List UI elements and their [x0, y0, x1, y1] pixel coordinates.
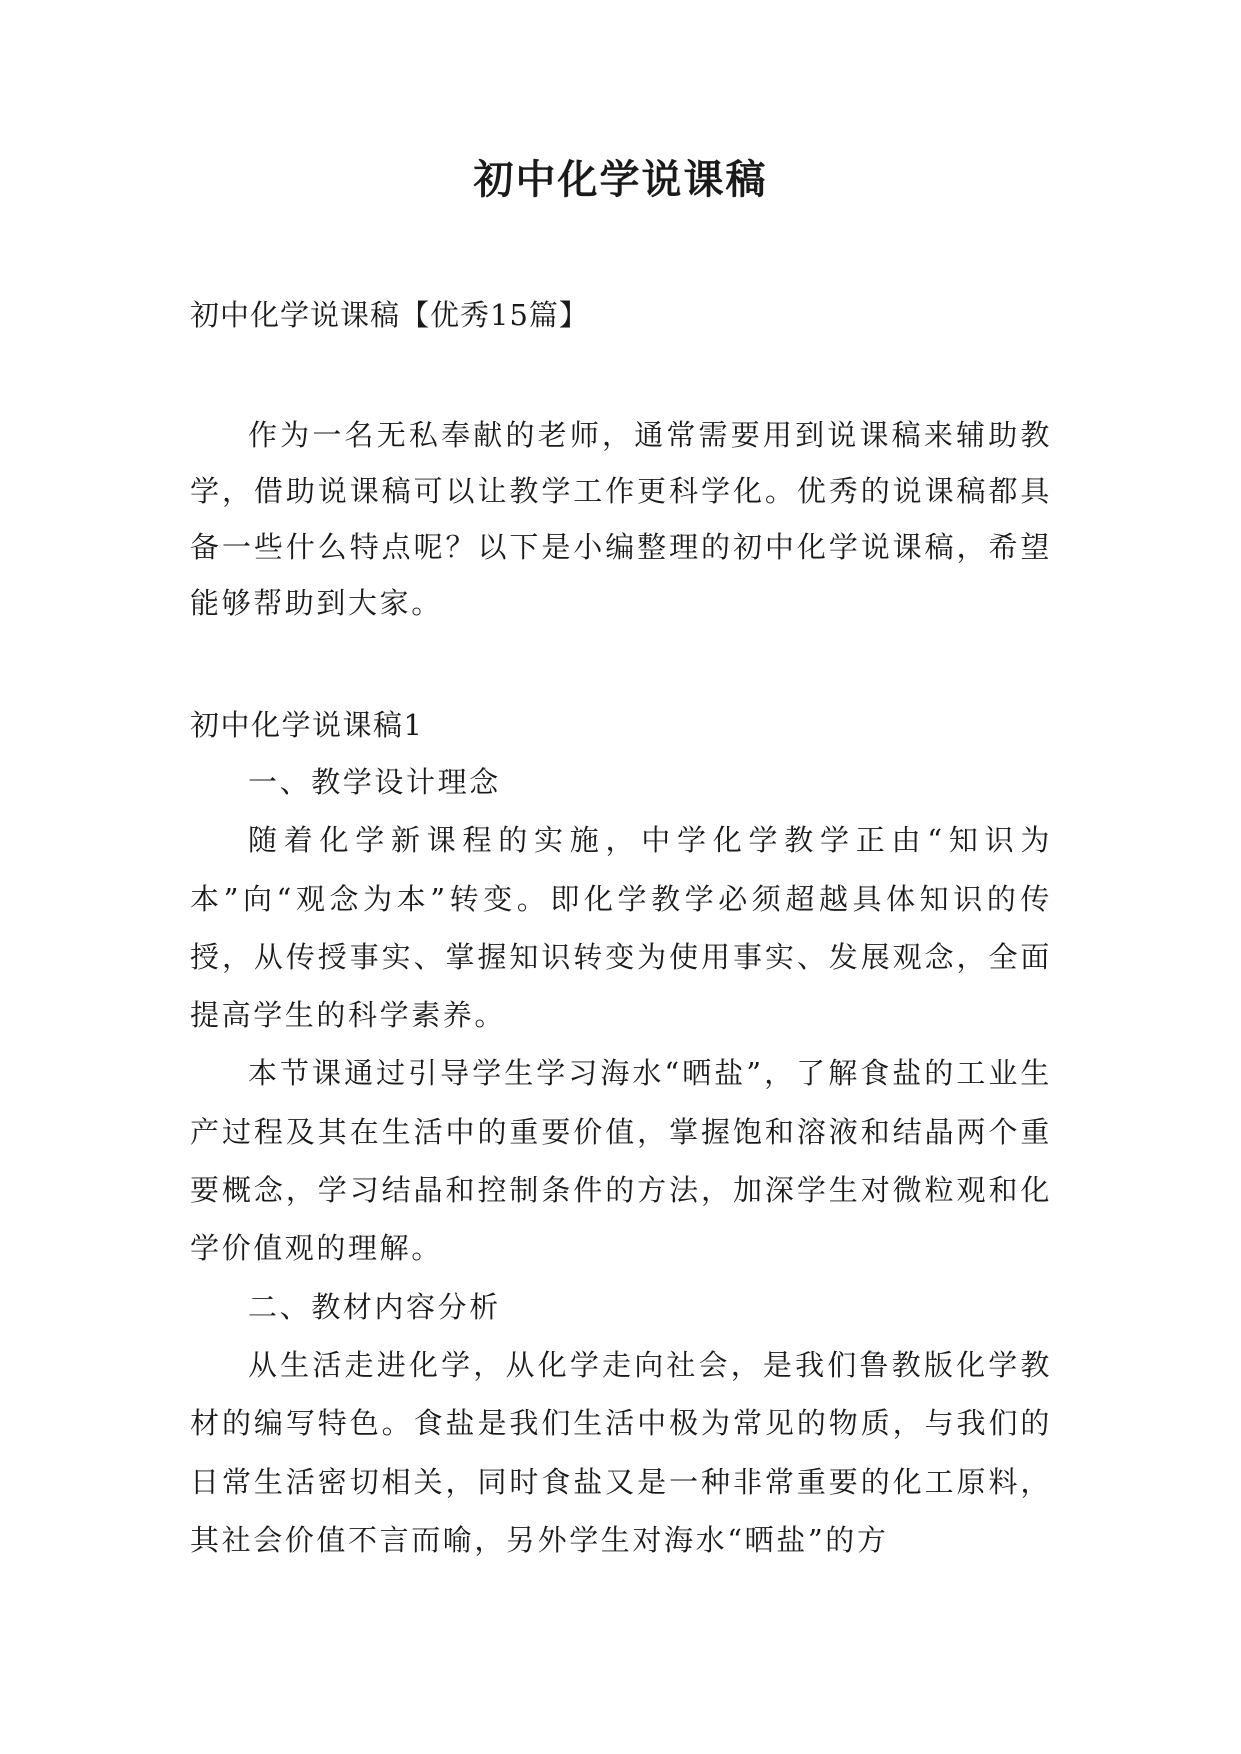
- subheading-design-concept: 一、教学设计理念: [248, 765, 501, 799]
- body-paragraph: 本节课通过引导学生学习海水“晒盐”，了解食盐的工业生产过程及其在生活中的重要价值，掌握饱和溶液和结晶两个重要概念，学习结晶和控制条件的方法，加深学生对微粒观和化学价值观的理解。: [190, 1056, 1052, 1266]
- subheading-content-analysis: 二、教材内容分析: [248, 1289, 501, 1324]
- body-paragraph: 从生活走进化学，从化学走向社会，是我们鲁教版化学教材的编写特色。食盐是我们生活中极为常见的物质，与我们的日常生活密切相关，同时食盐又是一种非常重要的化工原料，其社会价值不言而喻，另外学生对海水“晒盐”的方: [190, 1347, 1052, 1557]
- document-title: 初中化学说课稿: [473, 156, 768, 203]
- intro-paragraph: 作为一名无私奉献的老师，通常需要用到说课稿来辅助教学，借助说课稿可以让教学工作更科学化。优秀的说课稿都具备一些什么特点呢？以下是小编整理的初中化学说课稿，希望能够帮助到大家。: [190, 418, 1052, 620]
- body-paragraph: 随着化学新课程的实施，中学化学教学正由“知识为本”向“观念为本”转变。即化学教学必须超越具体知识的传授，从传授事实、掌握知识转变为使用事实、发展观念，全面提高学生的科学素养。: [190, 823, 1052, 1033]
- intro-paragraph-block: [190, 407, 1052, 631]
- document-subtitle: 初中化学说课稿【优秀15篇】: [190, 298, 589, 332]
- section-content: [190, 753, 1052, 1569]
- section-heading: 初中化学说课稿1: [190, 708, 424, 742]
